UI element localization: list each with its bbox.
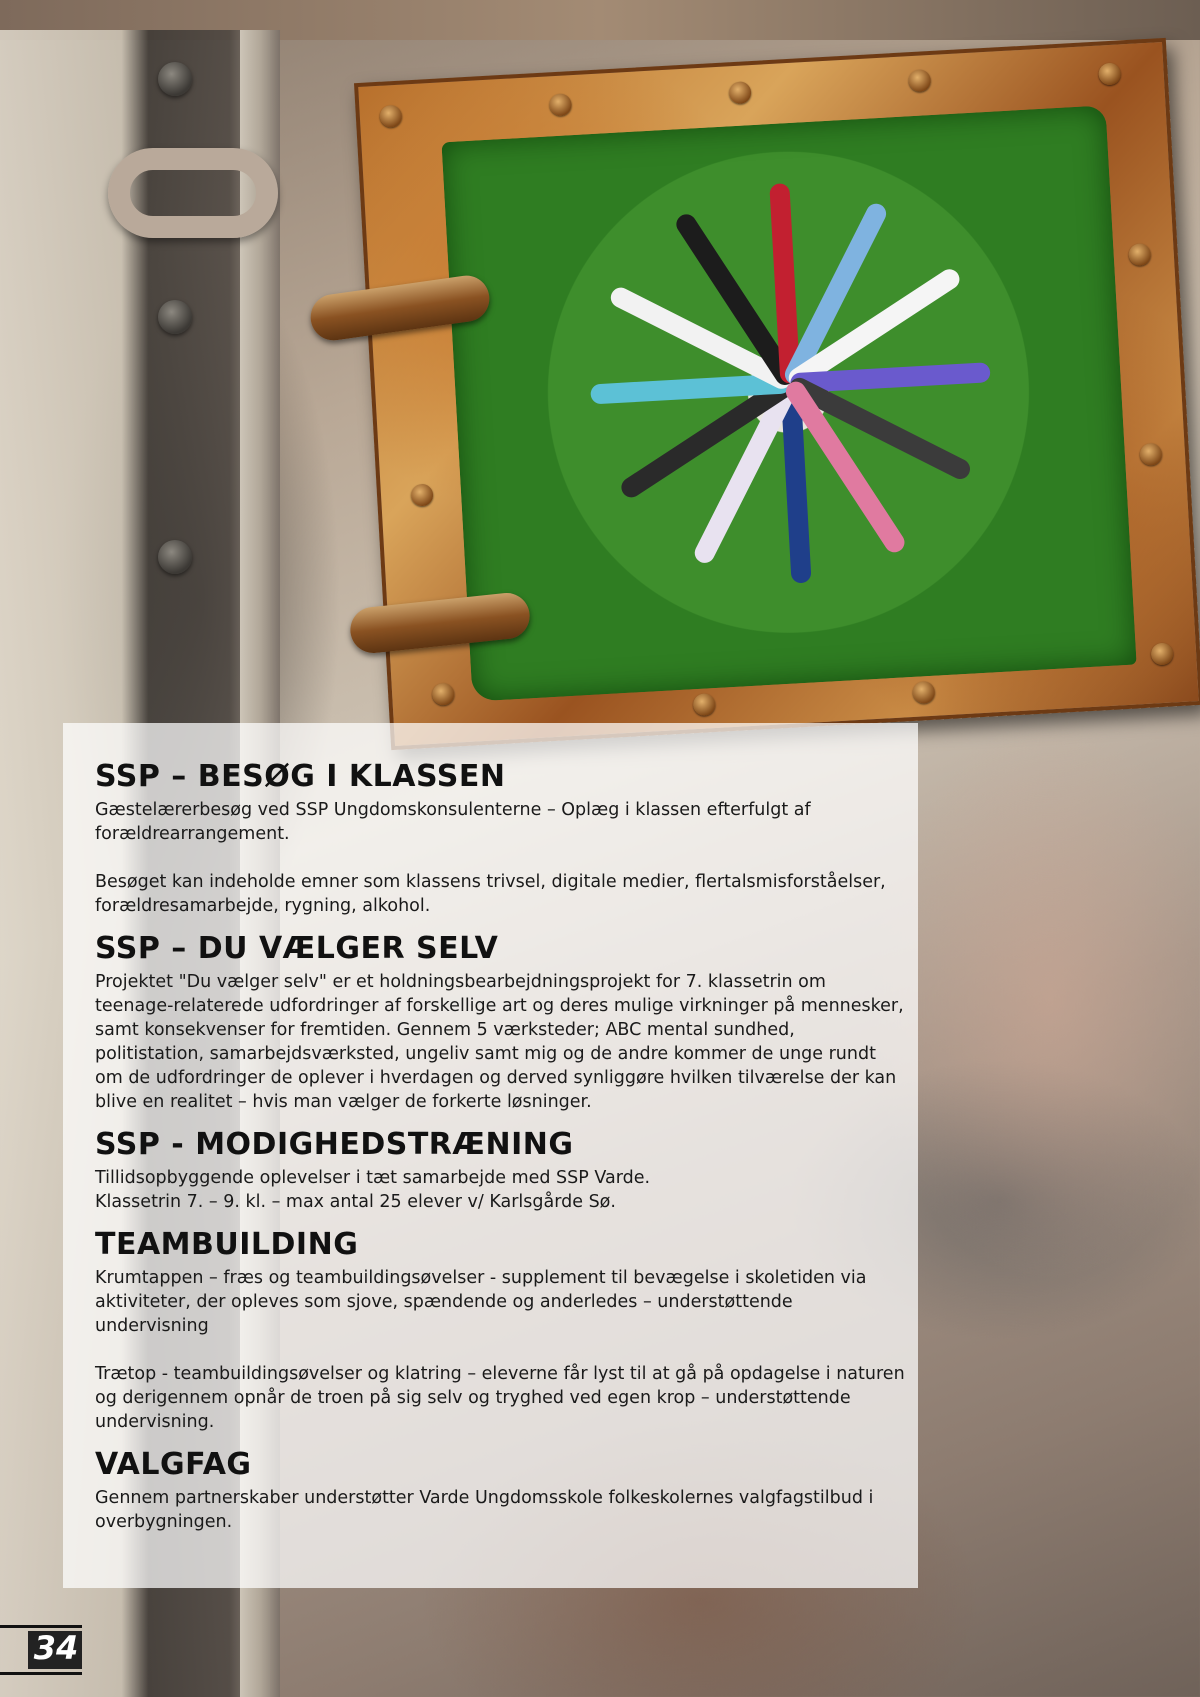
rivet-icon (1139, 443, 1162, 466)
rivet-icon (432, 683, 455, 706)
section-paragraph: Klassetrin 7. – 9. kl. – max antal 25 elever v/ Karlsgårde Sø. (95, 1192, 616, 1212)
section-heading: SSP - MODIGHEDSTRÆNING (95, 1127, 574, 1162)
group-photo (441, 105, 1136, 701)
rivet-icon (1128, 243, 1151, 266)
chain-ring (108, 148, 278, 238)
section-heading: VALGFAG (95, 1447, 252, 1482)
section-du-vaelger-selv (95, 932, 905, 1114)
bolt-icon (158, 62, 192, 96)
page-number (0, 1625, 82, 1675)
section-paragraph: Besøget kan indeholde emner som klassens trivsel, digitale medier, flertalsmisforståelser, forældresamarbejde, rygning, alkohol. (95, 872, 886, 916)
section-ssp-besoeg (95, 760, 905, 918)
section-valgfag (95, 1448, 905, 1534)
rivet-icon (908, 69, 931, 92)
rivet-icon (693, 693, 716, 716)
section-paragraph: Tillidsopbyggende oplevelser i tæt samarbejde med SSP Varde. (95, 1168, 651, 1188)
rivet-icon (1151, 642, 1174, 665)
section-heading: SSP – BESØG I KLASSEN (95, 759, 506, 794)
section-heading: TEAMBUILDING (95, 1227, 359, 1262)
bolt-icon (158, 300, 192, 334)
section-paragraph: Krumtappen – fræs og teambuildingsøvelser - supplement til bevægelse i skoletiden via aktiviteter, der opleves som sjove, spændende og anderledes – understøttende undervisning (95, 1268, 867, 1336)
photo-frame (354, 38, 1200, 750)
rivet-icon (379, 105, 402, 128)
page-number-text: 34 (33, 1629, 79, 1667)
content (95, 760, 905, 1548)
section-modighedstraening (95, 1128, 905, 1214)
section-paragraph: Trætop - teambuildingsøvelser og klatring – eleverne får lyst til at gå på opdagelse i naturen og derigennem opnår de troen på sig selv og tryghed ved egen krop – understøttende undervisning. (95, 1364, 905, 1432)
section-paragraph: Gennem partnerskaber understøtter Varde Ungdomsskole folkeskolernes valgfagstilbud i overbygningen. (95, 1488, 874, 1532)
rivet-icon (1098, 62, 1121, 85)
section-heading: SSP – DU VÆLGER SELV (95, 931, 499, 966)
rivet-icon (912, 681, 935, 704)
rivet-icon (549, 93, 572, 116)
rivet-icon (410, 483, 433, 506)
section-paragraph: Projektet "Du vælger selv" er et holdningsbearbejdningsprojekt for 7. klassetrin om teenage-relaterede udfordringer af forskellige art og deres mulige virkninger på mennesker, samt konsekvenser for fremtiden. Gennem 5 værksteder; ABC mental sundhed, politistation, samarbejdsværksted, ungeliv samt mig og de andre kommer de unge rundt om de udfordringer de oplever i hverdagen og derved synliggøre hvilken tilværelse der kan blive en realitet – hvis man vælger de forkerte løsninger. (95, 972, 904, 1112)
bolt-icon (158, 540, 192, 574)
section-paragraph: Gæstelærerbesøg ved SSP Ungdomskonsulenterne – Oplæg i klassen efterfulgt af forældrearrangement. (95, 800, 811, 844)
section-teambuilding (95, 1228, 905, 1434)
rivet-icon (729, 81, 752, 104)
